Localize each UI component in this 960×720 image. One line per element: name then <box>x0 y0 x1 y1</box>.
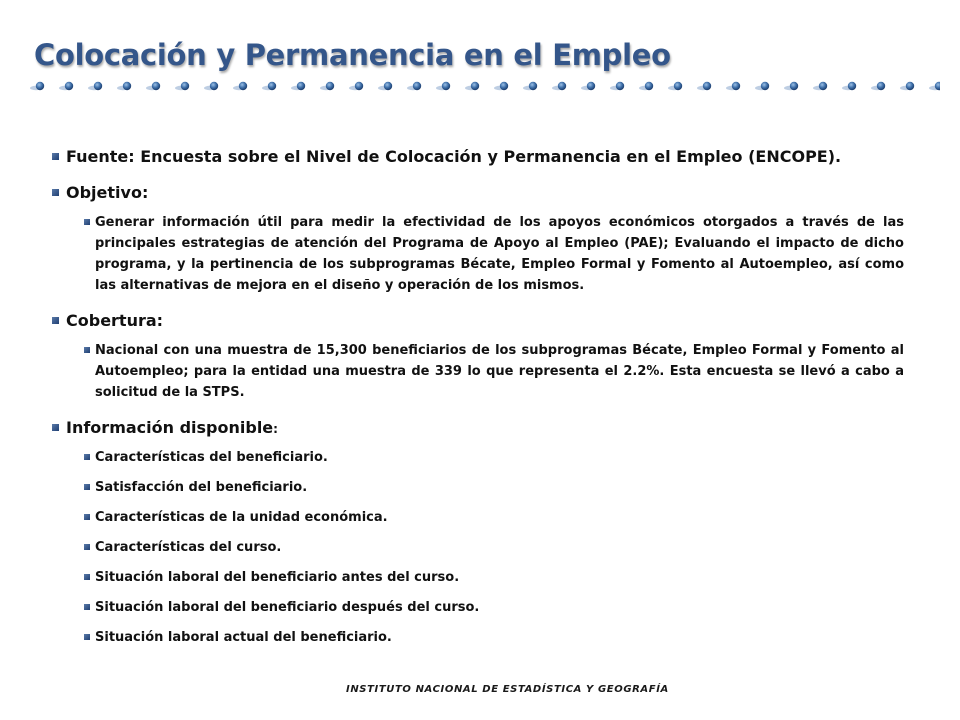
list-item <box>66 627 904 648</box>
section-fuente <box>52 145 904 168</box>
square-bullet-icon <box>84 514 90 520</box>
list-item <box>66 537 904 558</box>
section-cobertura <box>52 309 904 403</box>
dot <box>848 82 856 90</box>
dot <box>703 82 711 90</box>
square-bullet-icon <box>84 347 90 353</box>
section-heading: Fuente: Encuesta sobre el Nivel de Colocación y Permanencia en el Empleo (ENCOPE). <box>66 147 842 166</box>
square-bullet-icon <box>84 454 90 460</box>
sub-list <box>66 340 904 403</box>
list-item <box>66 212 904 296</box>
square-bullet-icon <box>84 544 90 550</box>
dot <box>500 82 508 90</box>
section-heading: Objetivo: <box>66 183 149 202</box>
section-objetivo <box>52 181 904 296</box>
section-heading: Información disponible: <box>66 418 278 437</box>
dot <box>384 82 392 90</box>
dot <box>529 82 537 90</box>
square-bullet-icon <box>52 424 59 431</box>
list-item-text: Satisfacción del beneficiario. <box>95 480 308 495</box>
dot <box>790 82 798 90</box>
sub-list <box>66 212 904 296</box>
dot <box>36 82 44 90</box>
slide-title: Colocación y Permanencia en el Empleo <box>34 38 671 72</box>
dot <box>558 82 566 90</box>
dot <box>355 82 363 90</box>
dot <box>471 82 479 90</box>
dot <box>442 82 450 90</box>
list-item-text: Características de la unidad económica. <box>95 510 388 525</box>
list-item <box>66 340 904 403</box>
dot <box>268 82 276 90</box>
dot <box>877 82 885 90</box>
dot <box>674 82 682 90</box>
section-heading: Cobertura: <box>66 311 164 330</box>
list-item-text: Nacional con una muestra de 15,300 beneficiarios de los subprogramas Bécate, Empleo Formal y Fomento al Autoempleo; para la entidad una muestra de 339 lo que representa el 2.2%. Esta encuesta se llevó a cabo a solicitud de la STPS. <box>95 343 904 400</box>
footer-institution: INSTITUTO NACIONAL DE ESTADÍSTICA Y GEOGRAFÍA <box>346 684 669 695</box>
dot <box>65 82 73 90</box>
dot <box>906 82 914 90</box>
dotted-underline <box>30 74 940 98</box>
dot <box>732 82 740 90</box>
dot <box>152 82 160 90</box>
list-item <box>66 447 904 468</box>
list-item <box>66 567 904 588</box>
square-bullet-icon <box>52 317 59 324</box>
square-bullet-icon <box>84 604 90 610</box>
square-bullet-icon <box>84 574 90 580</box>
dot <box>210 82 218 90</box>
list-item-text: Situación laboral del beneficiario después del curso. <box>95 600 480 615</box>
dot <box>297 82 305 90</box>
dot <box>123 82 131 90</box>
square-bullet-icon <box>52 153 59 160</box>
dot <box>181 82 189 90</box>
square-bullet-icon <box>52 189 59 196</box>
section-informacion-disponible <box>52 416 904 648</box>
dot <box>239 82 247 90</box>
list-item <box>66 477 904 498</box>
list-item <box>66 597 904 618</box>
list-item-text: Generar información útil para medir la efectividad de los apoyos económicos otorgados a través de las principales estrategias de atención del Programa de Apoyo al Empleo (PAE); Evaluando el impacto de dicho programa, y la pertinencia de los subprogramas Bécate, Empleo Formal y Fomento al Autoempleo, así como las alternativas de mejora en el diseño y operación de los mismos. <box>95 215 904 293</box>
dot <box>645 82 653 90</box>
dot <box>616 82 624 90</box>
list-item-text: Características del beneficiario. <box>95 450 328 465</box>
dot <box>94 82 102 90</box>
content-list <box>52 145 904 661</box>
square-bullet-icon <box>84 219 90 225</box>
list-item-text: Situación laboral del beneficiario antes del curso. <box>95 570 460 585</box>
square-bullet-icon <box>84 634 90 640</box>
square-bullet-icon <box>84 484 90 490</box>
dot <box>413 82 421 90</box>
dot <box>587 82 595 90</box>
dot <box>761 82 769 90</box>
list-item-text: Características del curso. <box>95 540 282 555</box>
dot <box>819 82 827 90</box>
dot <box>326 82 334 90</box>
list-item-text: Situación laboral actual del beneficiario. <box>95 630 392 645</box>
sub-list <box>66 447 904 648</box>
list-item <box>66 507 904 528</box>
